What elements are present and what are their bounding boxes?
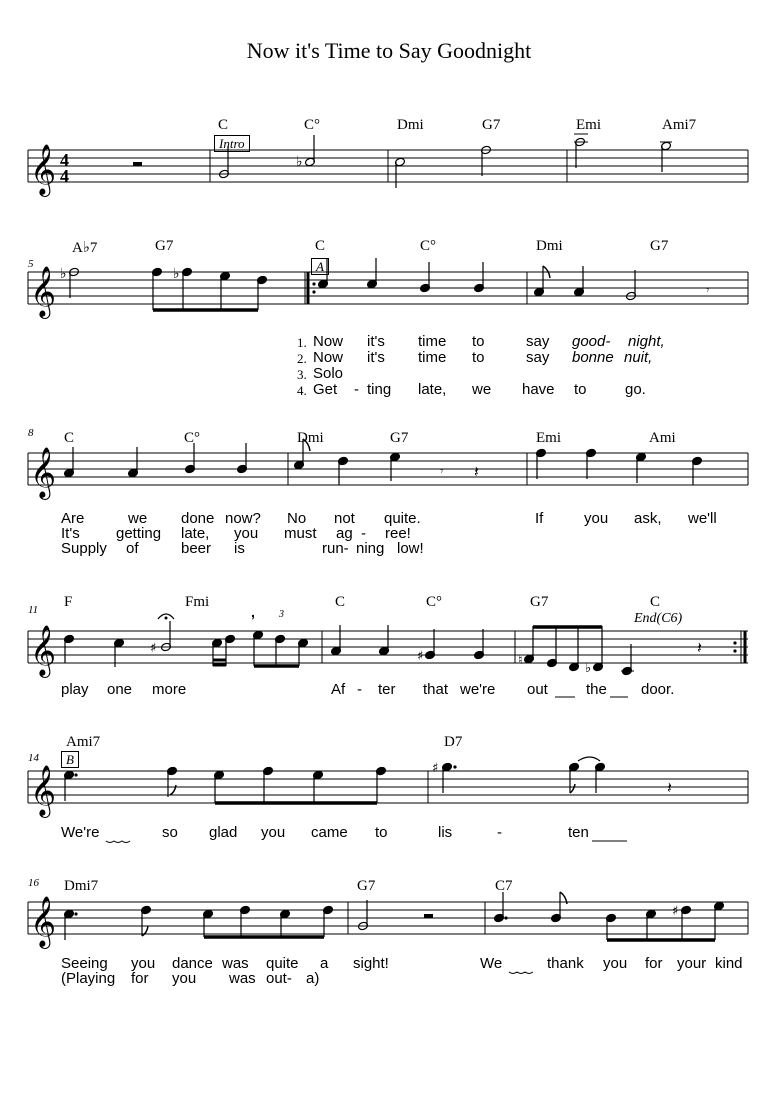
lyric: ting <box>367 381 392 398</box>
lyric: out <box>527 681 548 698</box>
chord-symbol: C <box>335 594 346 610</box>
time-signature-bottom: 4 <box>60 166 69 186</box>
chord-symbol: C <box>315 238 326 254</box>
sharp-icon: ♯ <box>432 761 439 776</box>
lyric-extenders <box>0 967 778 975</box>
lyric: late, <box>181 525 210 542</box>
rehearsal-mark: Intro <box>214 135 250 152</box>
notes <box>219 135 672 188</box>
lyric: say <box>526 333 550 350</box>
quarter-notes <box>318 258 585 297</box>
flat-icon: ♭ <box>60 266 67 282</box>
quarter-rest: 𝄽 <box>667 778 672 797</box>
lyric: dance <box>172 955 213 972</box>
chord-symbol: Fmi <box>185 594 210 610</box>
lyric: nuit, <box>624 349 653 366</box>
lyric: a) <box>306 970 320 987</box>
lyric: late, <box>418 381 447 398</box>
tie <box>578 757 600 761</box>
lyric: more <box>152 681 187 698</box>
lyric: door. <box>641 681 675 698</box>
rehearsal-mark: B <box>61 751 79 768</box>
staff-system-1 <box>0 130 778 210</box>
lyric-extenders <box>0 836 778 844</box>
lyric: sight! <box>353 955 389 972</box>
chord-symbol: Dmi7 <box>64 878 99 894</box>
half-rest <box>133 162 142 166</box>
lyric: (Playing <box>61 970 116 987</box>
lyric: the <box>586 681 607 698</box>
lyric: Seeing <box>61 955 108 972</box>
lyric: ag <box>336 525 353 542</box>
lyric: is <box>234 540 245 557</box>
chord-symbol: Emi <box>576 117 601 133</box>
lyric: go. <box>625 381 646 398</box>
lyric: was <box>222 955 249 972</box>
lyric: of <box>126 540 139 557</box>
lyric: that <box>423 681 449 698</box>
chord-symbol: C° <box>304 117 321 133</box>
lyric: ask, <box>634 510 662 527</box>
lyric: - <box>357 681 362 698</box>
measure-number: 5 <box>28 258 34 270</box>
lyric: If <box>535 510 544 527</box>
lyric: quite <box>266 955 299 972</box>
lyric: to <box>472 349 485 366</box>
lyric: thank <box>547 955 584 972</box>
lyric: time <box>418 349 447 366</box>
lyric: low! <box>397 540 424 557</box>
verse-number: 1. <box>297 335 307 350</box>
staff-system-3 <box>0 444 778 514</box>
lyric: say <box>526 349 550 366</box>
chord-symbol: Ami <box>649 430 676 446</box>
lyric: play <box>61 681 89 698</box>
lyric: It's <box>61 525 80 542</box>
lyric: Solo <box>313 365 344 382</box>
svg-text:♭: ♭ <box>173 266 180 282</box>
chord-symbol: C <box>64 430 75 446</box>
lyric: out- <box>266 970 292 987</box>
chord-symbol: C <box>218 117 229 133</box>
chord-symbol: Emi <box>536 430 561 446</box>
quarter-rest: 𝄽 <box>697 638 702 657</box>
time-signature-top: 4 <box>60 150 69 170</box>
lyric: to <box>472 333 485 350</box>
lyric: so <box>162 824 178 841</box>
chord-symbol: D7 <box>444 734 463 750</box>
measure-number: 11 <box>28 604 39 616</box>
chord-symbol: G7 <box>155 238 174 254</box>
chord-symbol: C <box>650 594 661 610</box>
lyric: Supply <box>61 540 107 557</box>
eighth-rest: 𝄾 <box>706 283 710 298</box>
lyric: quite. <box>384 510 421 527</box>
lyric: must <box>284 525 317 542</box>
lyric: good- <box>572 333 611 350</box>
svg-text:♭: ♭ <box>585 661 592 676</box>
lyric: night, <box>628 333 665 350</box>
lyric: kind <box>715 955 743 972</box>
lyric: lis <box>438 824 453 841</box>
lyric: we <box>472 381 492 398</box>
measure-number: 16 <box>28 877 39 889</box>
lyric: you <box>172 970 197 987</box>
rehearsal-mark: A <box>311 258 329 275</box>
chord-symbol: C° <box>420 238 437 254</box>
staff-system-5 <box>0 762 778 832</box>
svg-text:♯: ♯ <box>417 649 424 664</box>
lyric: it's <box>367 333 385 350</box>
staff-system-6 <box>0 893 778 963</box>
chord-symbol: Dmi <box>397 117 424 133</box>
eighth-rest: 𝄾 <box>440 464 444 479</box>
lyric: ter <box>378 681 396 698</box>
lyric: your <box>677 955 707 972</box>
chord-symbol: Dmi <box>536 238 563 254</box>
quarter-rest: 𝄽 <box>474 462 479 481</box>
lyric: We <box>480 955 503 972</box>
treble-clef-icon: 𝄞 <box>30 266 57 317</box>
lyric: we <box>128 510 148 527</box>
lyric: one <box>107 681 133 698</box>
lyric: to <box>574 381 587 398</box>
lyric: - <box>361 525 366 542</box>
chord-symbol: F <box>64 594 73 610</box>
chord-symbol: G7 <box>357 878 376 894</box>
lyric: it's <box>367 349 385 366</box>
lyric: you <box>584 510 609 527</box>
tuplet-number: 3 <box>279 609 284 620</box>
natural-icon: ♮ <box>518 653 523 668</box>
lyric: you <box>131 955 156 972</box>
lyric: to <box>375 824 388 841</box>
lyric: we'll <box>688 510 717 527</box>
measure-number: 14 <box>28 752 39 764</box>
lyric: ten <box>568 824 589 841</box>
treble-clef-icon: 𝄞 <box>30 896 57 947</box>
lyric: glad <box>209 824 238 841</box>
half-rest <box>424 914 433 918</box>
chord-symbol: G7 <box>530 594 549 610</box>
lyric: We're <box>61 824 100 841</box>
chord-symbol: C° <box>426 594 443 610</box>
lyric: Now <box>313 349 344 366</box>
lyric: you <box>234 525 259 542</box>
lyric: done <box>181 510 215 527</box>
chord-symbol: Ami7 <box>662 117 697 133</box>
chord-symbol: A♭7 <box>72 240 98 256</box>
lyric: No <box>287 510 307 527</box>
lyric: not <box>334 510 355 527</box>
lyric: have <box>522 381 555 398</box>
treble-clef-icon: 𝄞 <box>30 765 57 816</box>
treble-clef-icon: 𝄞 <box>30 144 57 195</box>
chord-symbol: Ami7 <box>66 734 101 750</box>
chord-symbol: C7 <box>495 878 513 894</box>
lyric: time <box>418 333 447 350</box>
chord-symbol: G7 <box>650 238 669 254</box>
page-title: Now it's Time to Say Goodnight <box>246 38 532 63</box>
verse-number: 2. <box>297 351 307 366</box>
verse-number: 4. <box>297 383 307 398</box>
lyric: beer <box>181 540 212 557</box>
chord-symbol: C° <box>184 430 201 446</box>
lyric: was <box>229 970 256 987</box>
lyric: Get <box>313 381 338 398</box>
treble-clef-icon: 𝄞 <box>30 625 57 676</box>
flat-icon: ♭ <box>296 154 303 170</box>
treble-clef-icon: 𝄞 <box>30 447 57 498</box>
measure-number: 8 <box>28 427 34 439</box>
breath-mark: , <box>251 604 255 620</box>
lyric: - <box>354 381 359 398</box>
lyric: for <box>645 955 663 972</box>
lyric: Af <box>331 681 346 698</box>
lyric: you <box>261 824 286 841</box>
chord-symbol: G7 <box>390 430 409 446</box>
verse-number: 3. <box>297 367 307 382</box>
lyric: you <box>603 955 628 972</box>
lyric: came <box>311 824 348 841</box>
chord-symbol: Dmi <box>297 430 324 446</box>
staff-system-2 <box>0 252 778 322</box>
lyric-extenders <box>0 694 778 700</box>
lyric: a <box>320 955 329 972</box>
lyric: - <box>497 824 502 841</box>
lyric: for <box>131 970 149 987</box>
ending-text: End(C6) <box>634 611 683 626</box>
lyric: we're <box>460 681 496 698</box>
lyric: Are <box>61 510 85 527</box>
chord-symbol: G7 <box>482 117 501 133</box>
lyric: ning <box>356 540 385 557</box>
lyric: now? <box>225 510 261 527</box>
sharp-icon: ♯ <box>150 641 157 656</box>
lyric: ree! <box>385 525 411 542</box>
lyric: run- <box>322 540 349 557</box>
lyric: getting <box>116 525 162 542</box>
lyric: bonne <box>572 349 614 366</box>
sharp-icon: ♯ <box>672 904 679 919</box>
lyric: Now <box>313 333 344 350</box>
